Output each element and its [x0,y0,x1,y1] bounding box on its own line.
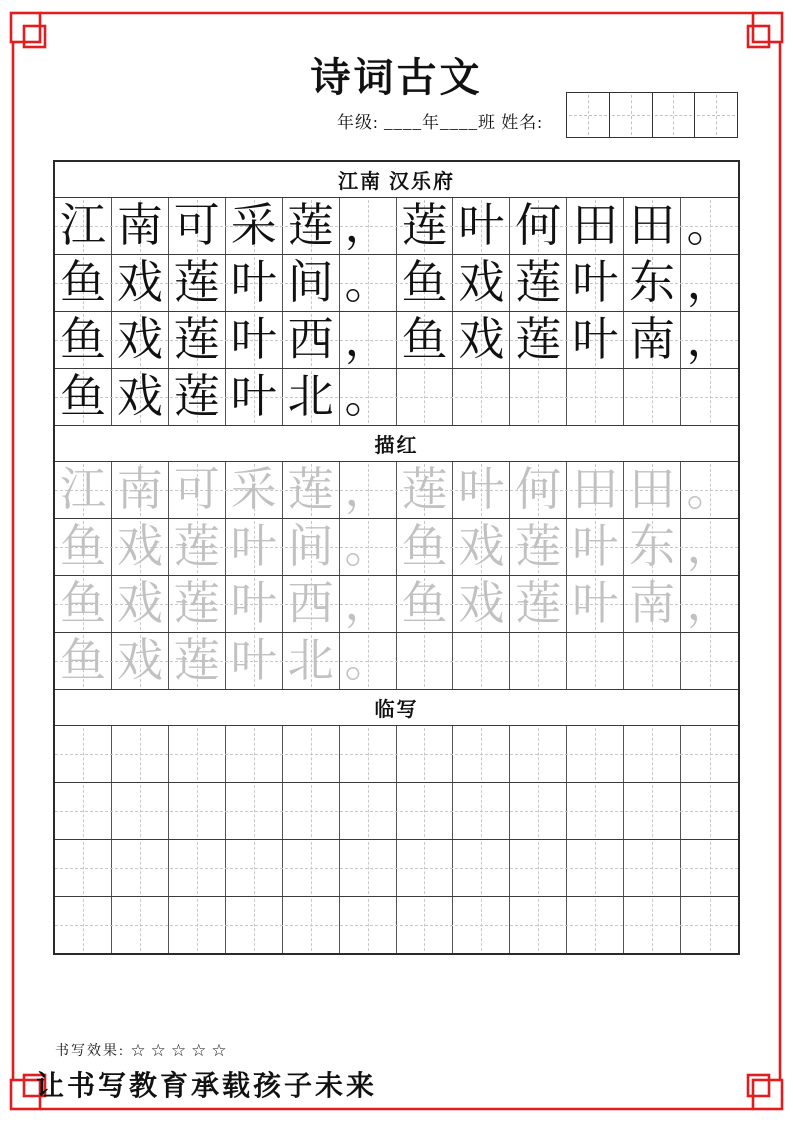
practice-cell [169,576,226,632]
practice-char: 叶 [230,635,277,686]
practice-cell [624,369,681,425]
practice-char: ， [686,521,733,572]
practice-char: 叶 [572,314,619,365]
practice-char: 莲 [515,578,562,629]
practice-cell [340,519,397,575]
practice-cell [624,783,681,839]
practice-cell [112,519,169,575]
grid-row-trace [55,519,738,576]
practice-cell [397,576,454,632]
practice-char: 间 [287,257,334,308]
practice-char: 鱼 [59,578,106,629]
grid-row-model [55,198,738,255]
practice-cell [283,369,340,425]
practice-cell [169,198,226,254]
practice-cell [112,198,169,254]
practice-cell [283,312,340,368]
practice-cell [169,783,226,839]
practice-cell [510,198,567,254]
practice-cell [340,726,397,782]
rating-label: 书写效果: [55,1044,125,1059]
practice-cell [169,462,226,518]
practice-cell [169,255,226,311]
practice-cell [112,255,169,311]
practice-cell [169,312,226,368]
practice-cell [226,462,283,518]
practice-cell [226,840,283,896]
practice-cell [112,726,169,782]
name-grid-cell [695,93,737,137]
page-title: 诗词古文 [310,55,483,100]
practice-char: 江 [59,200,106,251]
practice-cell [226,576,283,632]
practice-cell [169,840,226,896]
practice-cell [169,726,226,782]
practice-cell [55,369,112,425]
practice-cell [397,255,454,311]
practice-cell [283,840,340,896]
grid-row-copy [55,726,738,783]
practice-char: 。 [686,200,733,251]
practice-cell [55,312,112,368]
practice-char: 莲 [401,200,448,251]
practice-cell [55,255,112,311]
practice-char: 戏 [116,521,163,572]
practice-cell [681,726,738,782]
practice-char: 叶 [230,314,277,365]
practice-char: 叶 [572,521,619,572]
practice-char: ， [344,464,391,515]
practice-cell [397,198,454,254]
practice-cell [681,897,738,953]
practice-char: 江 [59,464,106,515]
practice-cell [397,369,454,425]
practice-cell [112,462,169,518]
practice-cell [397,840,454,896]
section-header-trace: 描红 [55,426,738,462]
practice-cell [624,255,681,311]
practice-cell [567,840,624,896]
grid-row-model [55,312,738,369]
practice-cell [624,897,681,953]
practice-char: ， [344,200,391,251]
practice-char: ， [686,257,733,308]
slogan-text: 让书写教育承载孩子未来 [36,1071,378,1102]
practice-cell [226,369,283,425]
practice-cell [567,783,624,839]
practice-cell [397,462,454,518]
practice-char: 田 [629,464,676,515]
practice-char: 南 [116,200,163,251]
practice-char: 鱼 [59,521,106,572]
practice-cell [283,633,340,689]
grid-row-model [55,369,738,426]
practice-char: 鱼 [401,521,448,572]
practice-cell [55,783,112,839]
practice-cell [510,369,567,425]
grid-row-copy [55,897,738,953]
practice-cell [624,576,681,632]
practice-cell [169,369,226,425]
practice-char: 莲 [173,314,220,365]
practice-cell [624,726,681,782]
practice-cell [283,255,340,311]
practice-char: 莲 [173,257,220,308]
practice-cell [453,198,510,254]
practice-cell [226,312,283,368]
practice-char: 南 [629,578,676,629]
practice-char: 南 [116,464,163,515]
rating-row [55,1040,232,1061]
practice-cell [567,576,624,632]
grid-row-trace [55,462,738,519]
practice-char: 莲 [515,521,562,572]
practice-cell [681,369,738,425]
practice-char: 戏 [116,371,163,422]
practice-cell [453,633,510,689]
name-grid-cell [567,93,610,137]
practice-char: 田 [572,200,619,251]
practice-cell [567,255,624,311]
practice-char: 戏 [116,578,163,629]
practice-cell [283,897,340,953]
rating-stars: ☆☆☆☆☆ [130,1041,232,1060]
practice-cell [397,726,454,782]
practice-char: 戏 [116,635,163,686]
practice-cell [112,633,169,689]
practice-char: 鱼 [59,314,106,365]
practice-char: 。 [344,371,391,422]
practice-cell [340,576,397,632]
practice-cell [397,519,454,575]
practice-char: 莲 [287,464,334,515]
practice-sheet [53,160,740,955]
practice-cell [453,369,510,425]
practice-char: ， [344,578,391,629]
practice-char: 北 [287,371,334,422]
practice-char: 南 [629,314,676,365]
practice-cell [624,198,681,254]
practice-cell [510,897,567,953]
grade-class-name-label: 年级: ____年____班 姓名: [337,113,543,132]
practice-char: 。 [344,635,391,686]
practice-cell [340,255,397,311]
name-grid-cell [653,93,696,137]
practice-cell [340,369,397,425]
practice-char: 西 [287,314,334,365]
practice-char: 鱼 [59,371,106,422]
practice-char: 叶 [458,464,505,515]
practice-char: 鱼 [59,257,106,308]
practice-cell [453,897,510,953]
section-header-copy: 临写 [55,690,738,726]
practice-cell [340,462,397,518]
practice-cell [169,633,226,689]
practice-char: 莲 [287,200,334,251]
practice-cell [681,783,738,839]
practice-char: 可 [173,200,220,251]
practice-char: 戏 [116,314,163,365]
practice-char: 。 [344,521,391,572]
practice-cell [340,312,397,368]
practice-char: 鱼 [401,257,448,308]
practice-cell [226,783,283,839]
practice-cell [112,369,169,425]
practice-cell [55,576,112,632]
practice-char: 莲 [173,371,220,422]
practice-cell [624,462,681,518]
practice-cell [55,840,112,896]
practice-cell [567,633,624,689]
practice-char: 间 [287,521,334,572]
practice-char: 戏 [458,257,505,308]
practice-cell [453,783,510,839]
practice-char: 可 [173,464,220,515]
practice-cell [55,462,112,518]
practice-char: 田 [629,200,676,251]
name-grid [566,92,738,138]
practice-cell [510,840,567,896]
practice-cell [169,897,226,953]
practice-char: 戏 [116,257,163,308]
practice-char: 莲 [515,257,562,308]
practice-cell [397,783,454,839]
practice-cell [397,633,454,689]
practice-cell [453,576,510,632]
practice-char: 叶 [230,257,277,308]
practice-cell [453,840,510,896]
practice-cell [55,726,112,782]
practice-cell [283,783,340,839]
practice-cell [567,198,624,254]
grid-row-model [55,255,738,312]
practice-cell [226,198,283,254]
practice-cell [226,897,283,953]
practice-cell [453,519,510,575]
practice-char: 田 [572,464,619,515]
practice-cell [567,312,624,368]
practice-char: 戏 [458,314,505,365]
corner-knot-top-right [748,13,782,47]
practice-char: 叶 [572,257,619,308]
practice-cell [226,726,283,782]
practice-cell [567,897,624,953]
practice-char: 莲 [173,521,220,572]
practice-char: 戏 [458,578,505,629]
practice-cell [510,576,567,632]
practice-cell [567,519,624,575]
grid-row-trace [55,576,738,633]
practice-cell [397,312,454,368]
practice-cell [169,519,226,575]
practice-char: 。 [344,257,391,308]
practice-cell [624,633,681,689]
practice-cell [112,897,169,953]
practice-cell [681,312,738,368]
practice-cell [510,726,567,782]
practice-cell [112,312,169,368]
practice-cell [624,840,681,896]
practice-cell [567,726,624,782]
practice-char: 鱼 [401,314,448,365]
practice-cell [453,462,510,518]
practice-cell [510,783,567,839]
practice-cell [55,633,112,689]
practice-cell [681,840,738,896]
practice-char: 采 [230,200,277,251]
practice-cell [283,519,340,575]
practice-cell [340,840,397,896]
practice-cell [624,519,681,575]
practice-char: 东 [629,521,676,572]
practice-cell [681,255,738,311]
practice-char: 采 [230,464,277,515]
grid-row-trace [55,633,738,690]
name-grid-cell [610,93,653,137]
practice-cell [112,840,169,896]
corner-knot-top-left [11,13,45,47]
practice-cell [453,312,510,368]
practice-char: 叶 [230,578,277,629]
practice-cell [226,633,283,689]
practice-cell [567,369,624,425]
practice-cell [283,198,340,254]
practice-cell [340,783,397,839]
practice-char: ， [686,314,733,365]
practice-cell [567,462,624,518]
practice-char: 叶 [572,578,619,629]
practice-cell [226,519,283,575]
practice-cell [397,897,454,953]
practice-cell [340,198,397,254]
practice-char: 叶 [230,371,277,422]
practice-char: 东 [629,257,676,308]
practice-cell [624,312,681,368]
section-header-model: 江南 汉乐府 [55,162,738,198]
practice-cell [510,312,567,368]
practice-cell [283,462,340,518]
practice-char: 莲 [173,578,220,629]
practice-cell [681,198,738,254]
corner-knot-bottom-right [748,1075,782,1109]
practice-cell [340,897,397,953]
practice-char: 何 [515,464,562,515]
practice-cell [340,633,397,689]
practice-cell [112,576,169,632]
practice-cell [226,255,283,311]
grid-row-copy [55,840,738,897]
practice-cell [510,633,567,689]
practice-cell [681,576,738,632]
practice-cell [112,783,169,839]
practice-cell [510,519,567,575]
practice-char: 鱼 [59,635,106,686]
practice-char: 叶 [458,200,505,251]
practice-char: 戏 [458,521,505,572]
practice-char: 莲 [173,635,220,686]
practice-char: 北 [287,635,334,686]
practice-char: 。 [686,464,733,515]
practice-cell [55,519,112,575]
practice-cell [283,726,340,782]
practice-char: 叶 [230,521,277,572]
practice-cell [55,897,112,953]
practice-cell [681,462,738,518]
grid-row-copy [55,783,738,840]
practice-char: ， [344,314,391,365]
practice-char: ， [686,578,733,629]
practice-char: 何 [515,200,562,251]
practice-cell [453,726,510,782]
practice-cell [510,462,567,518]
practice-char: 莲 [401,464,448,515]
practice-cell [55,198,112,254]
practice-cell [453,255,510,311]
practice-cell [510,255,567,311]
practice-cell [681,633,738,689]
practice-char: 鱼 [401,578,448,629]
practice-cell [681,519,738,575]
practice-char: 西 [287,578,334,629]
practice-cell [283,576,340,632]
practice-char: 莲 [515,314,562,365]
